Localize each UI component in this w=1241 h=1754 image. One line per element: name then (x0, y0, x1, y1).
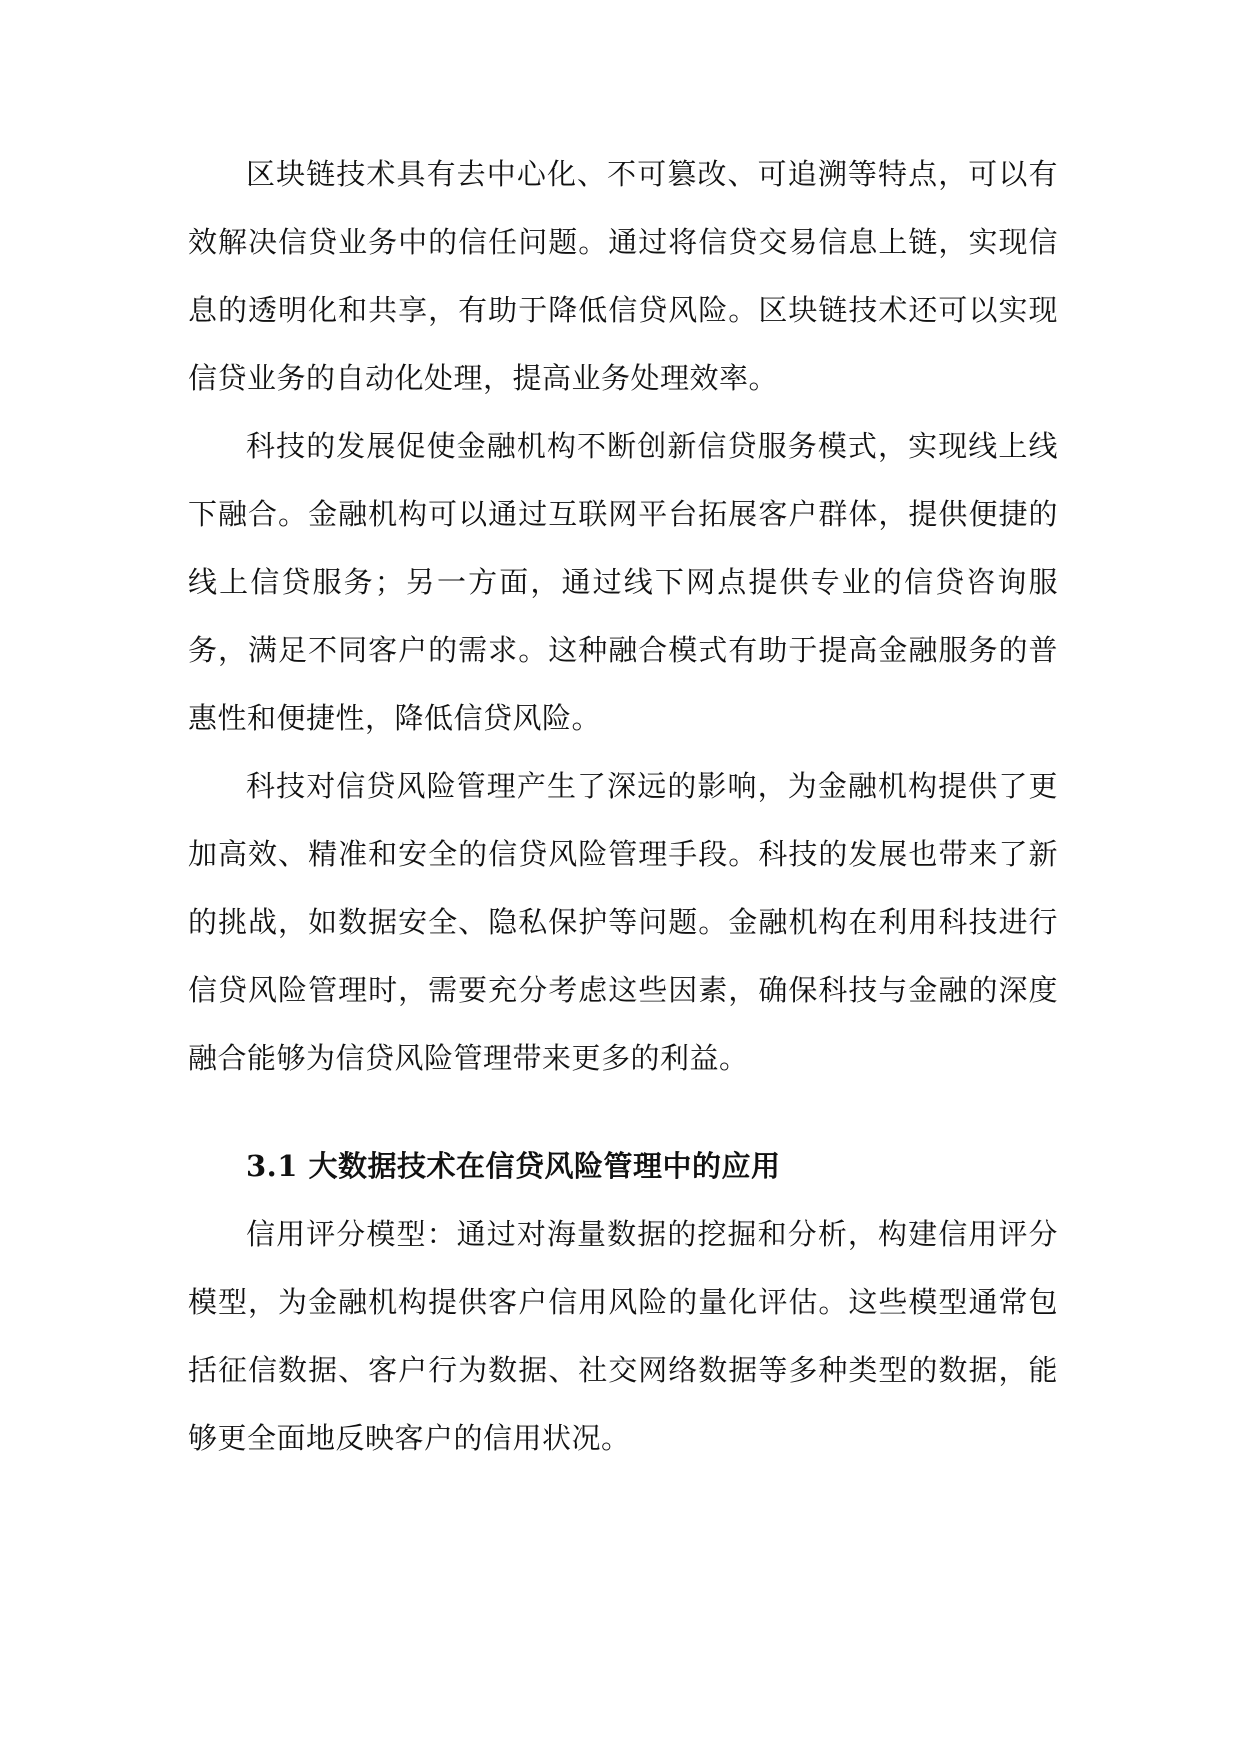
paragraph-blockchain: 区块链技术具有去中心化、不可篡改、可追溯等特点，可以有效解决信贷业务中的信任问题。通过将信贷交易信息上链，实现信息的透明化和共享，有助于降低信贷风险。区块链技术还可以实现信贷业务的自动化处理，提高业务处理效率。 (188, 157, 1058, 395)
document-page (188, 140, 1058, 1472)
paragraph-online-offline: 科技的发展促使金融机构不断创新信贷服务模式，实现线上线下融合。金融机构可以通过互联网平台拓展客户群体，提供便捷的线上信贷服务；另一方面，通过线下网点提供专业的信贷咨询服务，满足不同客户的需求。这种融合模式有助于提高金融服务的普惠性和便捷性，降低信贷风险。 (188, 429, 1058, 735)
paragraph-credit-scoring: 信用评分模型：通过对海量数据的挖掘和分析，构建信用评分模型，为金融机构提供客户信用风险的量化评估。这些模型通常包括征信数据、客户行为数据、社交网络数据等多种类型的数据，能够更全面地反映客户的信用状况。 (188, 1217, 1058, 1455)
section-heading: 3.1 大数据技术在信贷风险管理中的应用 (246, 1149, 781, 1183)
paragraph-tech-impact: 科技对信贷风险管理产生了深远的影响，为金融机构提供了更加高效、精准和安全的信贷风险管理手段。科技的发展也带来了新的挑战，如数据安全、隐私保护等问题。金融机构在利用科技进行信贷风险管理时，需要充分考虑这些因素，确保科技与金融的深度融合能够为信贷风险管理带来更多的利益。 (188, 769, 1058, 1075)
